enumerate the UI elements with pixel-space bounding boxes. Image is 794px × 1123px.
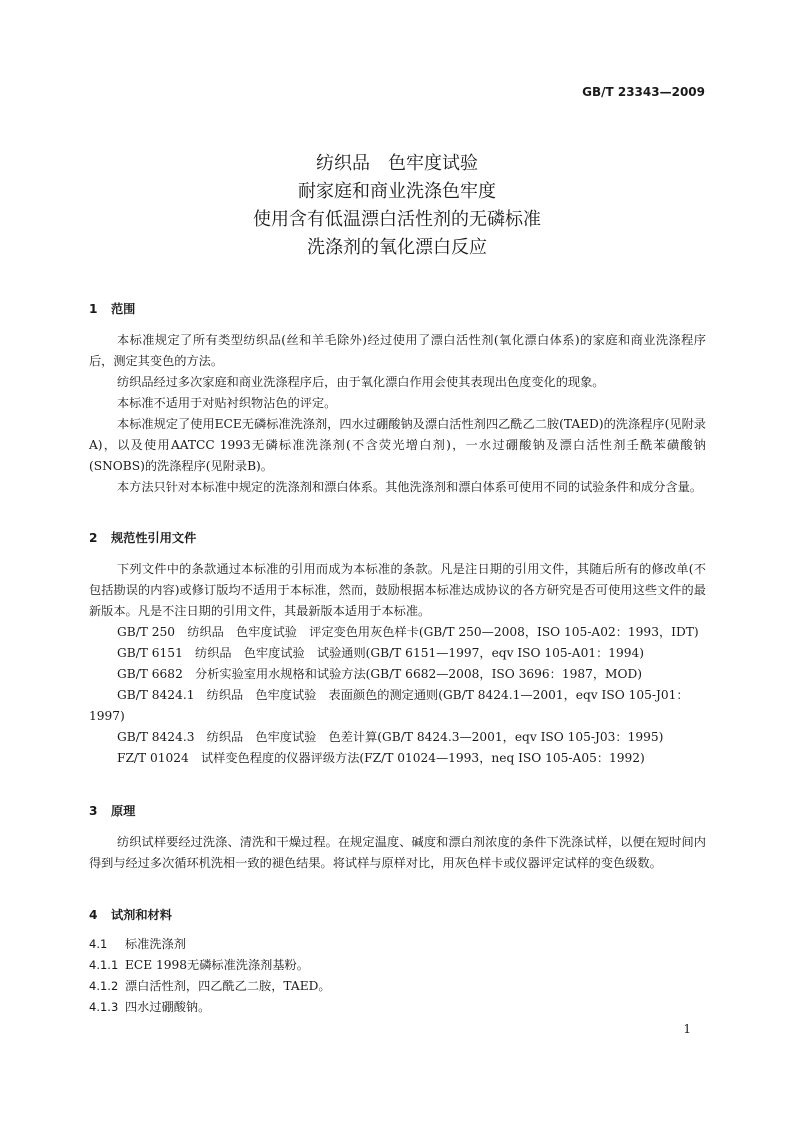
section-scope [89,299,706,498]
reference-item: FZ/T 01024 试样变色程度的仪器评级方法(FZ/T 01024—1993，neq ISO 105-A05：1992) [117,751,645,765]
title-line: 使用含有低温漂白活性剂的无磷标准 [253,209,541,230]
clause-text: 标准洗涤剂 [125,937,186,951]
reference-item: GB/T 6151 纺织品 色牢度试验 试验通则(GB/T 6151—1997，eqv ISO 105-A01：1994) [117,646,645,660]
clause-text: ECE 1998无磷标准洗涤剂基粉。 [125,958,309,972]
title-line: 纺织品 色牢度试验 [316,153,478,174]
section-normative-references [89,528,706,769]
section-number: 3 [89,804,98,818]
reference-item: GB/T 250 纺织品 色牢度试验 评定变色用灰色样卡(GB/T 250—2008，ISO 105-A02：1993，IDT) [117,625,699,639]
page-number: 1 [683,1022,691,1036]
clause-item [89,997,706,1018]
clause-number: 4.1 [89,937,108,951]
clause-item [89,976,706,997]
paragraph: 纺织品经过多次家庭和商业洗涤程序后，由于氧化漂白作用会使其表现出色度变化的现象。 [117,375,605,389]
reference-item: GB/T 6682 分析实验室用水规格和试验方法(GB/T 6682—2008，ISO 3696：1987，MOD) [117,667,643,681]
section-number: 2 [89,531,98,545]
document-title [0,150,794,262]
clause-number: 4.1.2 [89,979,119,993]
clause-number: 4.1.1 [89,958,119,972]
paragraph: 下列文件中的条款通过本标准的引用而成为本标准的条款。凡是注日期的引用文件，其随后所有的修改单(不包括勘误的内容)或修订版均不适用于本标准，然而，鼓励根据本标准达成协议的各方研究是否可使用这些文件的最新版本。凡是不注日期的引用文件，其最新版本适用于本标准。 [89,562,706,618]
paragraph: 本方法只针对本标准中规定的洗涤剂和漂白体系。其他洗涤剂和漂白体系可使用不同的试验条件和成分含量。 [117,480,702,494]
section-title: 范围 [111,302,136,316]
standard-code: GB/T 23343—2009 [582,85,705,99]
paragraph: 本标准规定了使用ECE无磷标准洗涤剂，四水过硼酸钠及漂白活性剂四乙酰乙二胺(TAED)的洗涤程序(见附录A)，以及使用AATCC 1993无磷标准洗涤剂(不含荧光增白剂)，一水过硼酸钠及漂白活性剂壬酰苯磺酸钠(SNOBS)的洗涤程序(见附录B)。 [89,417,706,473]
clause-number: 4.1.3 [89,1000,119,1014]
title-line: 洗涤剂的氧化漂白反应 [307,237,487,258]
section-principle [89,801,706,874]
paragraph: 本标准规定了所有类型纺织品(丝和羊毛除外)经过使用了漂白活性剂(氧化漂白体系)的家庭和商业洗涤程序后，测定其变色的方法。 [89,333,706,368]
reference-item: GB/T 8424.1 纺织品 色牢度试验 表面颜色的测定通则(GB/T 8424.1—2001，eqv ISO 105-J01：1997) [89,688,689,723]
section-number: 1 [89,302,98,316]
section-title: 试剂和材料 [111,908,172,922]
section-heading [89,299,706,320]
section-number: 4 [89,908,98,922]
reference-item: GB/T 8424.3 纺织品 色牢度试验 色差计算(GB/T 8424.3—2001，eqv ISO 105-J03：1995) [117,730,664,744]
paragraph: 纺织试样要经过洗涤、清洗和干燥过程。在规定温度、碱度和漂白剂浓度的条件下洗涤试样，以便在短时间内得到与经过多次循环机洗相一致的褪色结果。将试样与原样对比，用灰色样卡或仪器评定试样的变色级数。 [89,835,706,870]
clause-item [89,955,706,976]
clause-text: 漂白活性剂，四乙酰乙二胺，TAED。 [125,979,331,993]
section-heading [89,528,706,549]
section-heading [89,905,706,926]
title-line: 耐家庭和商业洗涤色牢度 [298,181,496,202]
section-heading [89,801,706,822]
section-title: 规范性引用文件 [111,531,197,545]
clause-item [89,934,706,955]
paragraph: 本标准不适用于对贴衬织物沾色的评定。 [117,396,337,410]
clause-text: 四水过硼酸钠。 [125,1000,211,1014]
section-reagents [89,905,706,1018]
section-title: 原理 [111,804,136,818]
